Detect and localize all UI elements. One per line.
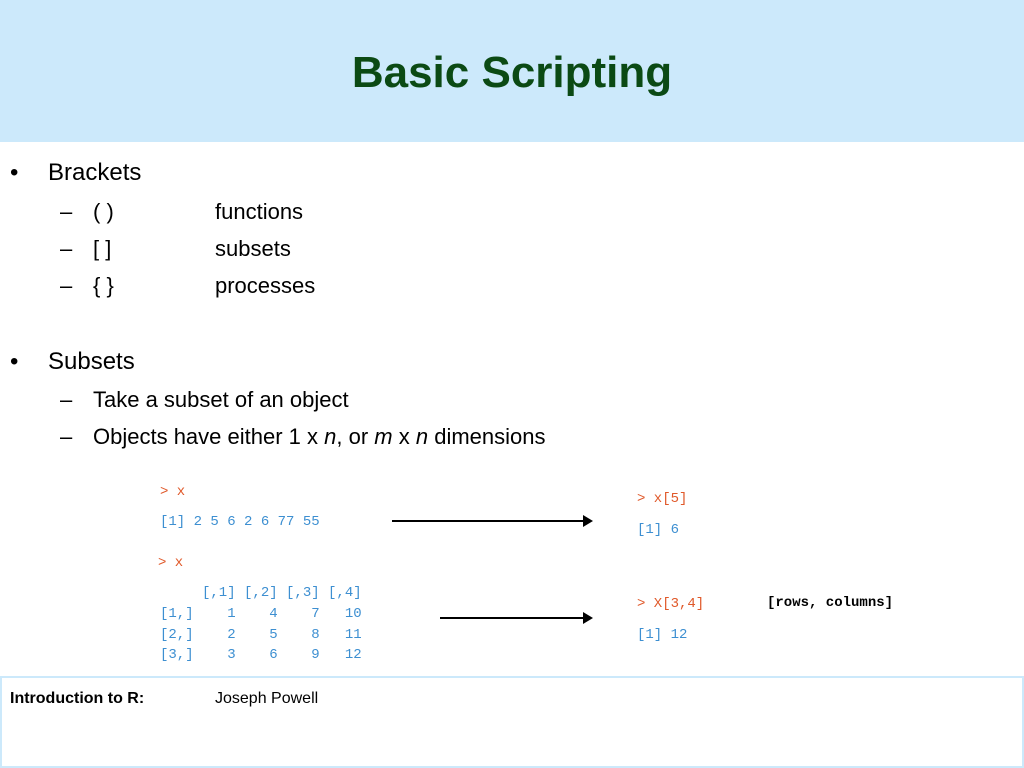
dash: – xyxy=(60,387,73,412)
vector-subset-prompt: > x[5] xyxy=(637,491,688,507)
bracket-desc: functions xyxy=(215,199,304,224)
text-part: , or xyxy=(336,424,375,449)
matrix-subset-prompt: > X[3,4] xyxy=(637,596,705,612)
bullet-dot: • xyxy=(10,348,19,375)
arrow-vector xyxy=(392,520,585,522)
bullet-dot: • xyxy=(10,159,19,186)
dash: – xyxy=(60,424,73,449)
arrow-matrix xyxy=(440,617,585,619)
vector-subset-output: [1] 6 xyxy=(637,522,680,538)
var-m: m xyxy=(374,424,393,449)
footer-author: Joseph Powell xyxy=(215,690,319,707)
matrix-subset-output: [1] 12 xyxy=(637,627,688,643)
text-part: dimensions xyxy=(428,424,546,449)
footer-label: Introduction to R: xyxy=(10,690,145,707)
vector-output: [1] 2 5 6 2 6 77 55 xyxy=(160,514,320,530)
dash: – xyxy=(60,199,73,224)
bracket-desc: subsets xyxy=(215,236,291,261)
bracket-symbol: { } xyxy=(93,273,114,298)
bracket-symbol: ( ) xyxy=(93,199,114,224)
bullet-label: Subsets xyxy=(48,348,135,375)
matrix-row: [2,] 2 5 8 11 xyxy=(160,627,362,643)
sub-text: Take a subset of an object xyxy=(93,387,349,412)
matrix-subset-note: [rows, columns] xyxy=(767,595,894,611)
text-part: Objects have either 1 x xyxy=(93,424,325,449)
vector-prompt: > x xyxy=(160,484,186,500)
dash: – xyxy=(60,236,73,261)
dash: – xyxy=(60,273,73,298)
slide-title: Basic Scripting xyxy=(351,48,673,97)
sub-text xyxy=(93,423,545,451)
bullet-label: Brackets xyxy=(48,159,142,186)
var-n: n xyxy=(415,424,429,449)
bracket-desc: processes xyxy=(215,273,316,298)
matrix-row: [3,] 3 6 9 12 xyxy=(160,647,362,663)
bracket-symbol: [ ] xyxy=(93,236,112,261)
footer xyxy=(0,676,1024,768)
matrix-prompt: > x xyxy=(158,555,184,571)
var-n: n xyxy=(324,424,337,449)
matrix-row: [1,] 1 4 7 10 xyxy=(160,606,362,622)
text-part: x xyxy=(392,424,416,449)
matrix-header: [,1] [,2] [,3] [,4] xyxy=(160,585,362,601)
